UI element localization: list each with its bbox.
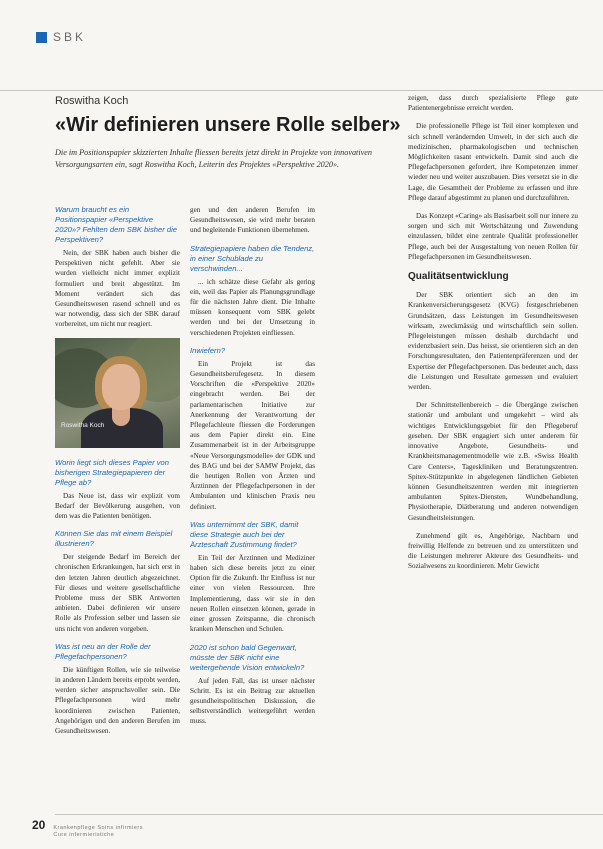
interview-question: Können Sie das mit einem Beispiel illustrieren?: [55, 529, 173, 549]
article-title: «Wir definieren unsere Rolle selber»: [55, 114, 401, 136]
column-2: [190, 205, 315, 735]
article-author: Roswitha Koch: [55, 95, 129, 107]
column-1: [55, 205, 180, 744]
body-paragraph: Zunehmend gilt es, Angehörige, Nachbarn und freiwillig Helfende zu betreuen und zu unterstützen und die Leistungen mehrerer Akteure des Gesundheits- und Sozialwesens zu koordinieren. Mehr Gewicht: [408, 531, 578, 571]
interview-question: Worin liegt sich dieses Papier von bisherigen Strategiepapieren der Pflege ab?: [55, 457, 169, 487]
interview-question: 2020 ist schon bald Gegenwart, müsste der SBK nicht eine weitergehende Vision entwickeln?: [190, 642, 305, 672]
interview-question: Was unternimmt der SBK, damit diese Strategie auch bei der Ärzteschaft Zustimmung findet?: [190, 519, 299, 549]
column-3: [408, 93, 578, 580]
brand-header: [36, 30, 86, 44]
body-paragraph: Das Neue ist, dass wir explizit vom Bedarf der Bevölkerung ausgehen, von dem was die Patienten benötigen.: [55, 491, 180, 521]
body-paragraph: Nein, der SBK haben auch bisher die Perspektiven nicht gefehlt. Aber sie wurden vielleicht nicht immer explizit formuliert und breit abgestützt. Im Moment verändert sich das Gesundheitswesen rasend schnell und es war notwendig, dass sich der SBK darauf vorbereitet, um nicht nur reagiert.: [55, 249, 180, 329]
top-divider: [0, 90, 603, 91]
body-paragraph: Der SBK orientiert sich an den im Krankenversicherungsgesetz (KVG) festgeschriebenen Grundsätzen, dass Leistungen im Gesundheitswesen wirksam, zweckmässig und wirtschaftlich sein sollen. Pflegeleistungen müssen deshalb durchdacht und evidenzbasiert sein. Das heisst, sie orientieren sich an den Forschungsresultaten, den Patientenpräferenzen und der Expertise der Pflegefachpersonen. Das bedeutet auch, dass die Leistungen und Resultate gemessen und evaluiert werden.: [408, 291, 578, 392]
brand-name: SBK: [53, 30, 87, 44]
body-paragraph: Die künftigen Rollen, wie sie teilweise in anderen Ländern bereits erprobt werden, werden sicher anspruchsvoller sein. Die Pflegefachpersonen wird mehr koordinieren zwischen Patienten, Angehörigen und den anderen Berufen im Gesundheitswesen.: [55, 665, 180, 736]
section-subheading: Qualitätsentwicklung: [408, 271, 509, 283]
body-paragraph: Der steigende Bedarf im Bereich der chronischen Erkrankungen, hat sich erst in den letzten Jahren deutlich abgezeichnet. Für dieses und weitere gesellschaftliche Probleme muss der SBK Antworten anbieten. Dabei definieren wir unsere Rolle als Profession selber und lassen sie uns nicht von anderen vorgeben.: [55, 553, 180, 633]
footer-line-2: Cure infermieristiche: [53, 831, 115, 838]
body-paragraph: Das Konzept «Caring» als Basisarbeit soll nur innere zu sorgen und sich mit Wertschätzung und Zuwendung einzulassen, bildet eine zentrale Qualität professioneller Pflege, auch bei der Ausgestaltung von neuen Rollen für Pflegefachpersonen im Gesundheitswesen.: [408, 212, 578, 261]
footer-publication: [53, 825, 143, 838]
footer-line-1: Krankenpflege Soins infirmiers: [53, 825, 143, 831]
author-photo: [55, 338, 180, 448]
body-paragraph: Ein Projekt ist das Gesundheitsberufegesetz. In diesem Vorschriften die «Perspektive 2020» eingebracht werden. Bei der parlamentarischen Initiative zur Anerkennung der Verantwortung der Pflegefachleute fliessen die Forderungen aus dem Papier direkt ein. Eine Zusammenarbeit ist in der Arbeitsgruppe «Neue Versorgungsmodelle» der GDK und des BAG und bei der SAMW Projekt, das die heutigen Rollen von Ärzten und Ärztinnen der Pflegefachpersonen in der Ambulanten und klinischen Praxis neu definiert.: [190, 359, 315, 511]
page-footer: [32, 818, 143, 838]
bottom-divider: [55, 814, 603, 815]
brand-square-icon: [36, 32, 47, 43]
interview-question: Strategiepapiere haben die Tendenz, in einer Schublade zu verschwinden...: [190, 243, 315, 273]
photo-caption: Roswitha Koch: [61, 421, 105, 429]
page-number: 20: [32, 818, 46, 832]
body-paragraph: ... ich schätze diese Gefahr als gering ein, weil das Papier als Planungsgrundlage für die nächsten Jahre dient. Die Inhalte müssen konsequent vom SBK gelebt werden und bei der Umsetzung in verschiedenen Projekten einfliessen.: [190, 277, 315, 337]
body-paragraph: zeigen, dass durch spezialisierte Pflege gute Patientenergebnisse erreicht werden.: [408, 94, 578, 113]
interview-question: Was ist neu an der Rolle der Pflegefachpersonen?: [55, 641, 151, 661]
body-paragraph: Der Schnittstellenbereich – die Übergänge zwischen stationär und ambulant und umgekehrt – wird als wichtiges Entwicklungsgebiet für den Pflegeberuf gesehen. Der SBK engagiert sich unter anderem für innovative Angebote, Gesundheits- und Krankheitsmanagementmodelle wie z.B. «Swiss Health Care Centers», Tageskliniken und Beratungszentren. Spitex-Stützpunkte in abgelegenen ländlichen Gebieten können Gesundheitszentren werden mit integrierten ambulanten Spitex-Diensten, Wundbehandlung, Physiotherapie, Diätberatung und anderen notwendigen Gesundheitsleistungen.: [408, 401, 578, 522]
body-paragraph: Ein Teil der Ärztinnen und Mediziner haben sich diese bereits jetzt zu einer Option für die Zukunft. Ihr Einfluss ist nur einer von vielen Ressourcen. Ihre Implementierung, dass wir sie in den neuen Rollen einsetzen können, gerade in einer grossen Zeitspanne, die chronisch kranken Menschen und Schulen.: [190, 553, 315, 634]
interview-question: Inwiefern?: [190, 345, 226, 355]
article-header: [55, 95, 401, 171]
body-paragraph: gen und den anderen Berufen im Gesundheitswesen, sie wird mehr beraten und begleitende Funktionen übernehmen.: [190, 206, 315, 235]
article-lead: Die im Positionspapier skizzierten Inhalte fliessen bereits jetzt direkt in Projekte von innovativen Versorgungsarten ein, sagt Roswitha Koch, Leiterin des Projektes «Perspektive 2020».: [55, 148, 372, 169]
interview-question: Warum braucht es ein Positionspapier «Perspektive 2020»? Fehlten dem SBK bisher die Perspektiven?: [55, 205, 178, 244]
body-paragraph: Die professionelle Pflege ist Teil einer komplexen und sich schnell verändernden Umwelt, in der sich auch die medizinischen, pharmakologischen und technischen Möglichkeiten rasant entwickeln. Damit sind auch die Pflegefachpersonen gefordert, ihre Kompetenzen immer wieder neu und weiter auszubauen. Dies versetzt sie in die Lage, die Gesamtheit der Probleme zu erfassen und ihre Pflege darauf abgestimmt zu planen und durchzuführen.: [408, 122, 578, 202]
body-paragraph: Auf jeden Fall, das ist unser nächster Schritt. Es ist ein Beitrag zur aktuellen gesundheitspolitischen Diskussion, die selbstverständlich weitergeführt werden muss.: [190, 676, 315, 726]
